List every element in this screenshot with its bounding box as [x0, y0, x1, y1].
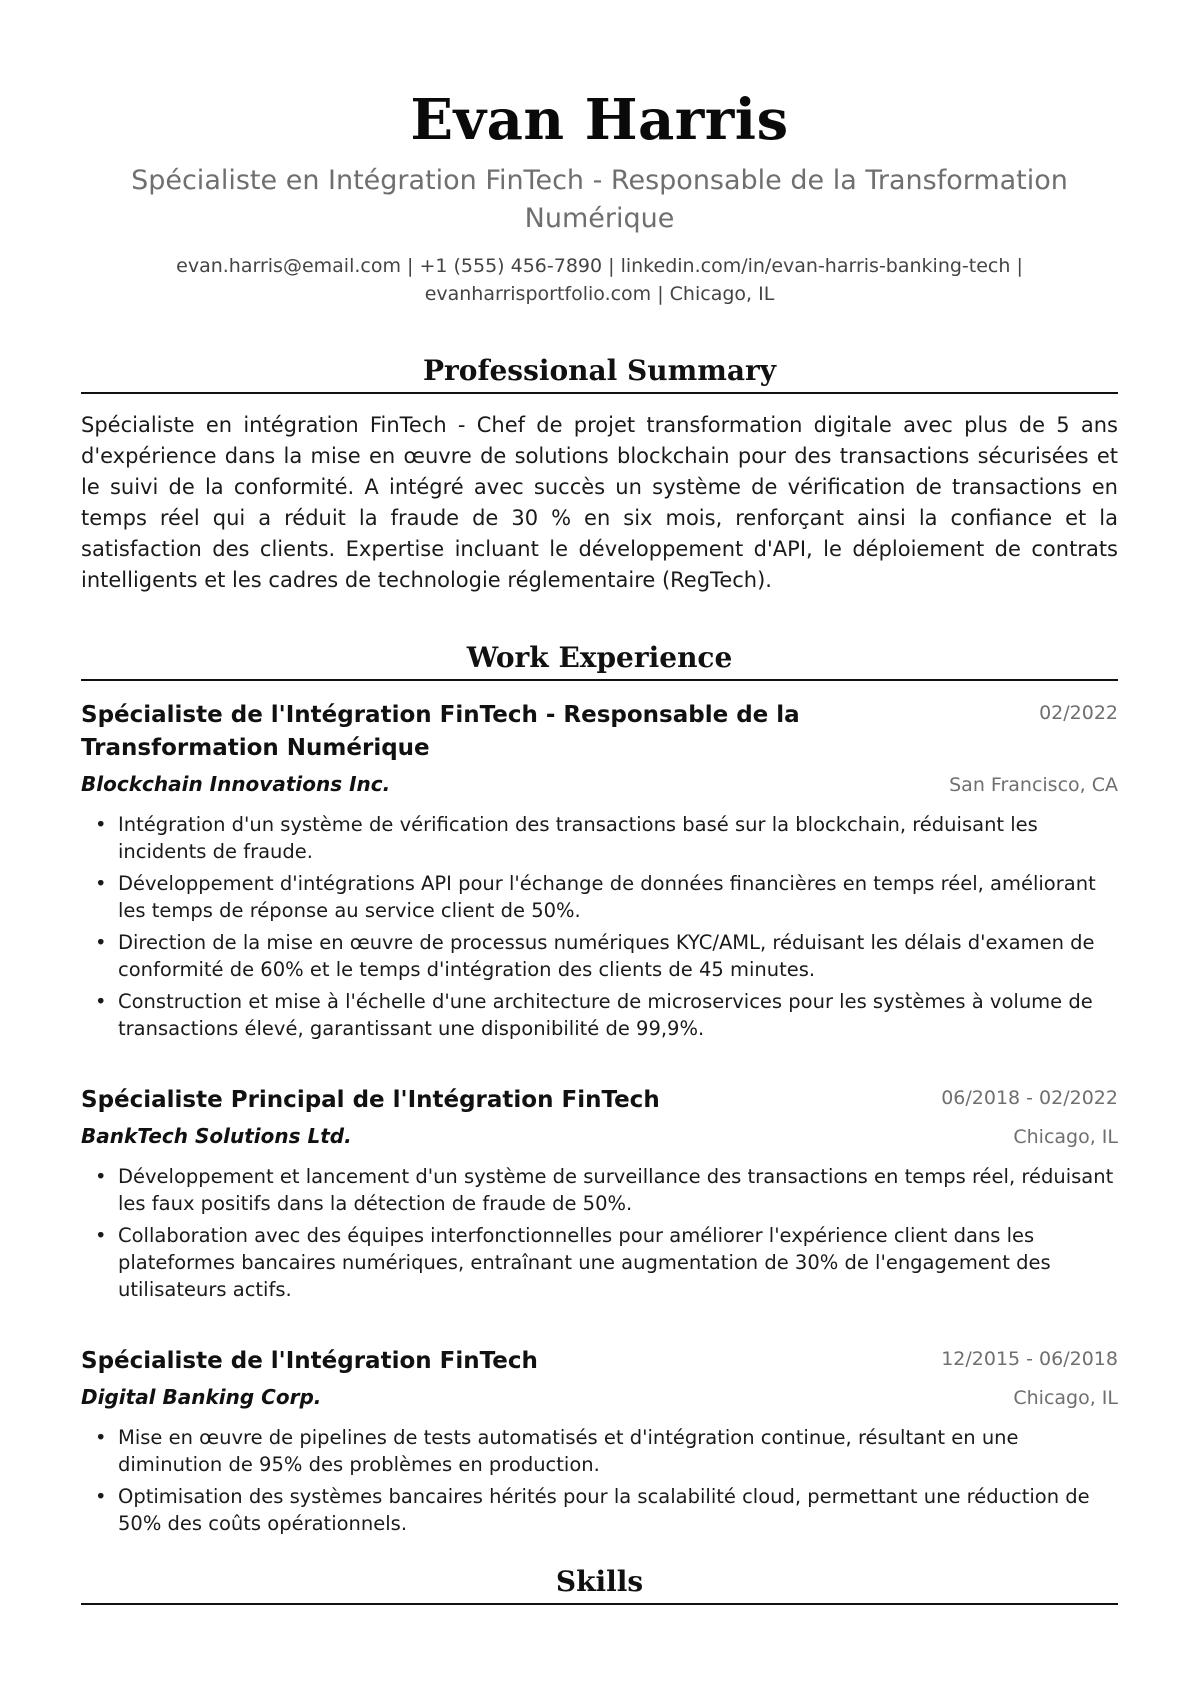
- work-experience-heading: Work Experience: [81, 640, 1118, 681]
- bullet-icon: •: [95, 990, 107, 1013]
- skills-section: [81, 1564, 1118, 1605]
- bullet-text: Mise en œuvre de pipelines de tests automatisés et d'intégration continue, résultant en une diminution de 95% des problèmes en production.: [118, 1426, 1019, 1476]
- job-location: Chicago, IL: [1013, 1387, 1118, 1409]
- bullet-item: [81, 988, 1118, 1042]
- job-date: 02/2022: [1039, 702, 1118, 724]
- job-entry: [81, 1345, 1118, 1537]
- bullet-icon: •: [95, 1165, 107, 1188]
- bullet-text: Intégration d'un système de vérification des transactions basé sur la blockchain, réduisant les incidents de fraude.: [118, 813, 1038, 863]
- resume-page: [81, 0, 1118, 1598]
- bullet-text: Construction et mise à l'échelle d'une architecture de microservices pour les systèmes à volume de transactions élevé, garantissant une disponibilité de 99,9%.: [118, 990, 1093, 1040]
- job-subheader: [81, 1121, 1118, 1151]
- bullet-icon: •: [95, 931, 107, 954]
- bullet-icon: •: [95, 872, 107, 895]
- summary-section: [81, 353, 1118, 596]
- job-entry: [81, 699, 1118, 1042]
- summary-heading: Professional Summary: [81, 353, 1118, 394]
- resume-header: [81, 88, 1118, 308]
- job-date: 06/2018 - 02/2022: [941, 1087, 1118, 1109]
- bullet-icon: •: [95, 1224, 107, 1247]
- company-name: Digital Banking Corp.: [81, 1385, 322, 1409]
- bullet-text: Développement d'intégrations API pour l'échange de données financières en temps réel, améliorant les temps de réponse au service client de 50%.: [118, 872, 1096, 922]
- job-bullets: [81, 811, 1118, 1042]
- job-bullets: [81, 1424, 1118, 1537]
- bullet-icon: •: [95, 1426, 107, 1449]
- bullet-text: Collaboration avec des équipes interfonctionnelles pour améliorer l'expérience client dans les plateformes bancaires numériques, entraînant une augmentation de 30% de l'engagement des utilisateurs actifs.: [118, 1224, 1051, 1301]
- candidate-name: Evan Harris: [410, 87, 789, 153]
- job-header: [81, 1084, 1118, 1117]
- bullet-item: [81, 811, 1118, 865]
- company-name: BankTech Solutions Ltd.: [81, 1124, 352, 1148]
- company-name: Blockchain Innovations Inc.: [81, 772, 391, 796]
- job-date: 12/2015 - 06/2018: [941, 1348, 1118, 1370]
- bullet-item: [81, 1424, 1118, 1478]
- job-title: Spécialiste de l'Intégration FinTech - Responsable de la Transformation Numérique: [81, 702, 800, 761]
- job-subheader: [81, 1382, 1118, 1412]
- candidate-title: Spécialiste en Intégration FinTech - Responsable de la Transformation Numérique: [131, 165, 1068, 234]
- work-experience-section: [81, 640, 1118, 1542]
- job-entry: [81, 1084, 1118, 1303]
- bullet-text: Optimisation des systèmes bancaires hérités pour la scalabilité cloud, permettant une réduction de 50% des coûts opérationnels.: [118, 1485, 1090, 1535]
- bullet-item: [81, 1483, 1118, 1537]
- bullet-item: [81, 929, 1118, 983]
- job-subheader: [81, 769, 1118, 799]
- summary-text: Spécialiste en intégration FinTech - Chef de projet transformation digitale avec plus de 5 ans d'expérience dans la mise en œuvre de solutions blockchain pour des transactions sécurisées et le suivi de la conformité. A intégré avec succès un système de vérification de transactions en temps réel qui a réduit la fraude de 30 % en six mois, renforçant ainsi la confiance et la satisfaction des clients. Expertise incluant le développement d'API, le déploiement de contrats intelligents et les cadres de technologie réglementaire (RegTech).: [81, 413, 1118, 592]
- bullet-icon: •: [95, 1485, 107, 1508]
- job-title: Spécialiste de l'Intégration FinTech: [81, 1348, 538, 1374]
- job-location: San Francisco, CA: [949, 774, 1118, 796]
- contact-line: evan.harris@email.com | +1 (555) 456-7890 | linkedin.com/in/evan-harris-banking-tech | evanharrisportfolio.com | Chicago, IL: [176, 255, 1023, 305]
- bullet-item: [81, 1222, 1118, 1303]
- skills-heading: Skills: [81, 1564, 1118, 1605]
- bullet-text: Direction de la mise en œuvre de processus numériques KYC/AML, réduisant les délais d'examen de conformité de 60% et le temps d'intégration des clients de 45 minutes.: [118, 931, 1095, 981]
- job-header: [81, 1345, 1118, 1378]
- job-header: [81, 699, 1118, 765]
- job-location: Chicago, IL: [1013, 1126, 1118, 1148]
- bullet-item: [81, 1163, 1118, 1217]
- bullet-text: Développement et lancement d'un système de surveillance des transactions en temps réel, réduisant les faux positifs dans la détection de fraude de 50%.: [118, 1165, 1114, 1215]
- job-title: Spécialiste Principal de l'Intégration FinTech: [81, 1087, 660, 1113]
- bullet-item: [81, 870, 1118, 924]
- bullet-icon: •: [95, 813, 107, 836]
- job-bullets: [81, 1163, 1118, 1303]
